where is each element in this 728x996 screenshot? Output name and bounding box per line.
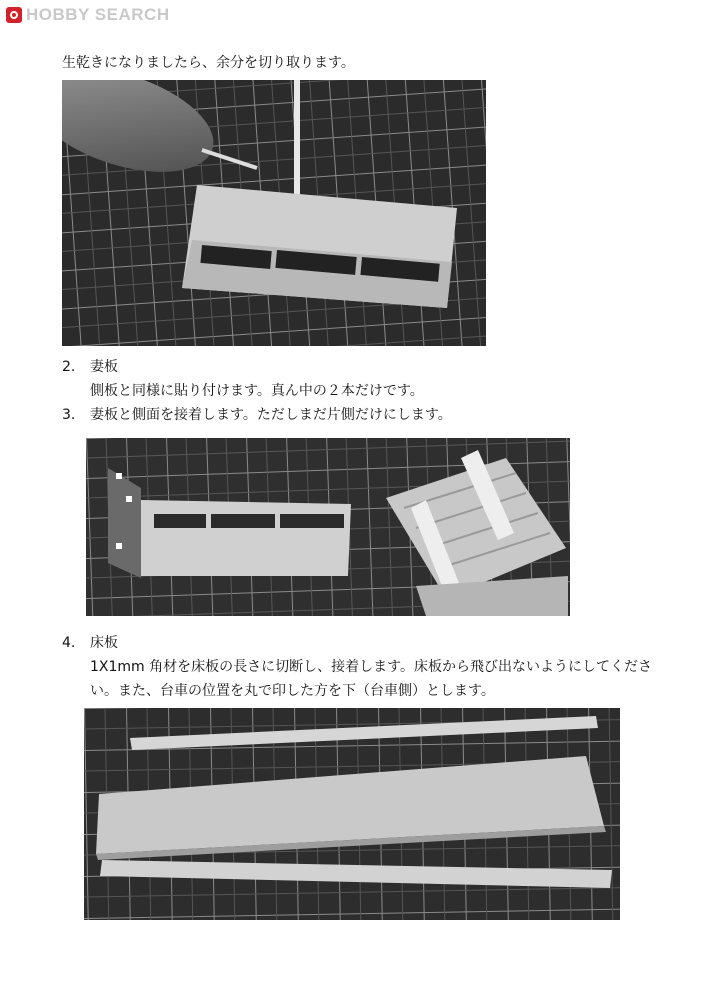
step3-number: 3. — [62, 407, 76, 423]
step4-text-line2: い。また、台車の位置を丸で印した方を下（台車側）とします。 — [90, 683, 495, 699]
step4-text-line1: 1X1mm 角材を床板の長さに切断し、接着します。床板から飛び出ないようにしてくださ — [90, 659, 653, 675]
intro-text: 生乾きになりましたら、余分を切り取ります。 — [62, 55, 355, 71]
photo-trim-excess — [62, 80, 486, 346]
photo-end-panel-assembly — [86, 438, 570, 616]
step3-text: 妻板と側面を接着します。ただしまだ片側だけにします。 — [90, 407, 452, 423]
step4-number: 4. — [62, 635, 76, 651]
step4-title: 床板 — [90, 635, 118, 651]
step2-title: 妻板 — [90, 359, 118, 375]
step2-number: 2. — [62, 359, 76, 375]
logo-text: HOBBY SEARCH — [26, 5, 170, 24]
step2-text: 側板と同様に貼り付けます。真ん中の２本だけです。 — [90, 383, 424, 399]
hobby-search-logo — [6, 4, 170, 26]
logo-mark-icon — [6, 7, 22, 23]
photo-floor-panel — [84, 708, 620, 920]
